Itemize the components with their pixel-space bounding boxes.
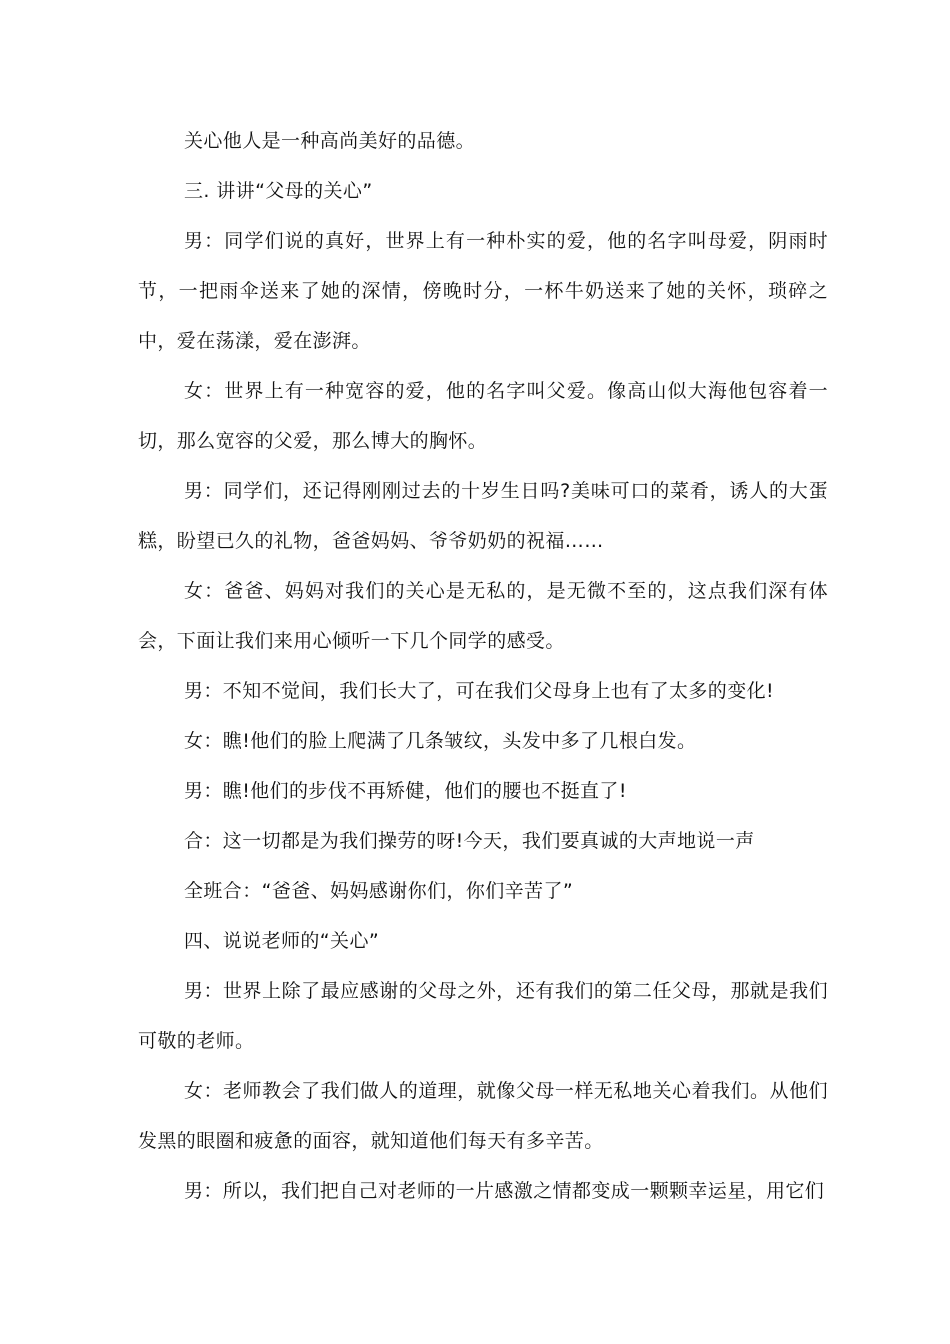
paragraph-3: 男：同学们说的真好，世界上有一种朴实的爱，他的名字叫母爱，阴雨时节，一把雨伞送来了她的深情，傍晚时分，一杯牛奶送来了她的关怀，琐碎之中，爱在荡漾，爱在澎湃。: [138, 230, 828, 352]
paragraph-10: 合：这一切都是为我们操劳的呀!今天，我们要真诚的大声地说一声: [184, 830, 755, 852]
paragraph-1: 关心他人是一种高尚美好的品德。: [184, 130, 476, 152]
section-heading-parents-care: 三. 讲讲“父母的关心”: [184, 180, 373, 202]
paragraph-13: 男：世界上除了最应感谢的父母之外，还有我们的第二任父母，那就是我们可敬的老师。: [138, 980, 828, 1052]
paragraph-6: 女：爸爸、妈妈对我们的关心是无私的，是无微不至的，这点我们深有体会，下面让我们来用心倾听一下几个同学的感受。: [138, 580, 828, 652]
paragraph-9: 男：瞧!他们的步伐不再矫健，他们的腰也不挺直了!: [184, 780, 627, 802]
paragraph-5: 男：同学们，还记得刚刚过去的十岁生日吗?美味可口的菜肴，诱人的大蛋糕，盼望已久的礼物，爸爸妈妈、爷爷奶奶的祝福……: [138, 480, 828, 552]
paragraph-4: 女：世界上有一种宽容的爱，他的名字叫父爱。像高山似大海他包容着一切，那么宽容的父爱，那么博大的胸怀。: [138, 380, 828, 452]
paragraph-15: 男：所以，我们把自己对老师的一片感激之情都变成一颗颗幸运星，用它们: [184, 1180, 825, 1202]
paragraph-7: 男：不知不觉间，我们长大了，可在我们父母身上也有了太多的变化!: [184, 680, 775, 702]
paragraph-14: 女：老师教会了我们做人的道理，就像父母一样无私地关心着我们。从他们发黑的眼圈和疲惫的面容，就知道他们每天有多辛苦。: [138, 1080, 828, 1152]
section-heading-teachers-care: 四、说说老师的“关心”: [184, 930, 380, 952]
paragraph-8: 女：瞧!他们的脸上爬满了几条皱纹，头发中多了几根白发。: [184, 730, 697, 752]
paragraph-11: 全班合：“爸爸、妈妈感谢你们，你们辛苦了”: [184, 880, 574, 902]
